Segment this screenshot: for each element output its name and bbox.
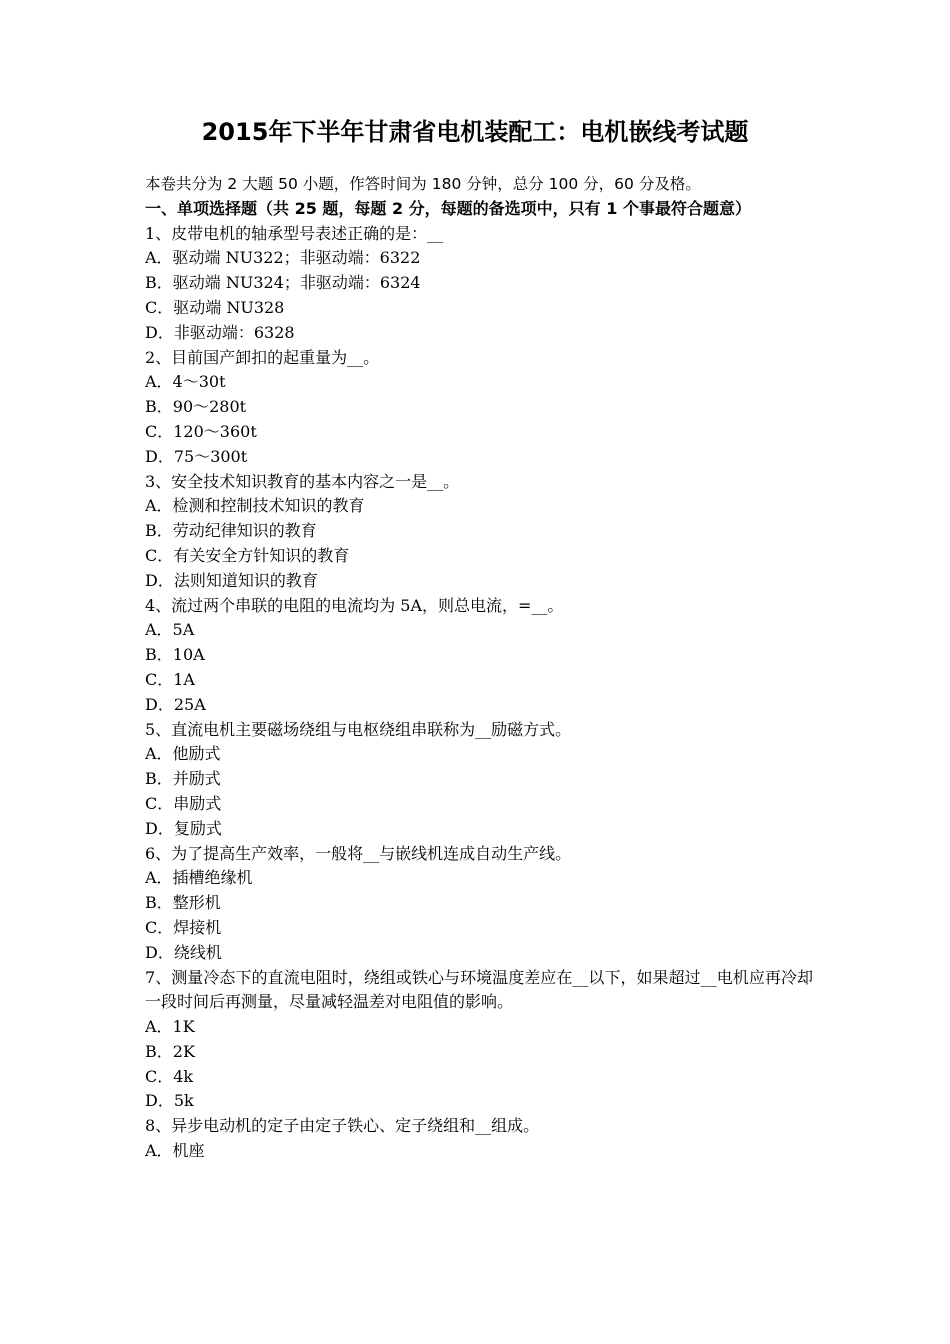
option-c: C．4k <box>145 1066 194 1086</box>
option-d: D．非驱动端：6328 <box>145 322 295 342</box>
option-b: B．90～280t <box>145 397 247 417</box>
question-6 <box>145 842 813 966</box>
option-a: A．他励式 <box>145 744 221 764</box>
option-c: C．120～360t <box>145 421 257 441</box>
option-b: B．2K <box>145 1041 195 1061</box>
section-heading: 一、单项选择题（共 25 题，每题 2 分，每题的备选项中，只有 1 个事最符合题意） <box>145 198 751 218</box>
option-a: A．检测和控制技术知识的教育 <box>145 496 365 516</box>
question-7 <box>145 966 813 1115</box>
document-body <box>145 172 813 1164</box>
option-d: D．法则知道知识的教育 <box>145 570 318 590</box>
option-d: D．绕线机 <box>145 942 222 962</box>
question-1 <box>145 222 813 346</box>
question-8 <box>145 1114 813 1164</box>
option-a: A．4～30t <box>145 372 226 392</box>
question-2 <box>145 346 813 470</box>
option-b: B．整形机 <box>145 893 221 913</box>
option-d: D．25A <box>145 694 206 714</box>
question-text: 3、安全技术知识教育的基本内容之一是__。 <box>145 471 460 491</box>
question-text: 8、异步电动机的定子由定子铁心、定子绕组和__组成。 <box>145 1116 540 1136</box>
option-b: B．驱动端 NU324；非驱动端：6324 <box>145 273 421 293</box>
question-text: 2、目前国产卸扣的起重量为__。 <box>145 347 380 367</box>
option-c: C．驱动端 NU328 <box>145 297 285 317</box>
option-a: A．驱动端 NU322；非驱动端：6322 <box>145 248 421 268</box>
question-text: 7、测量冷态下的直流电阻时，绕组或铁心与环境温度差应在__以下，如果超过__电机应再冷却一段时间后再测量，尽量减轻温差对电阻值的影响。 <box>145 967 813 1012</box>
option-c: C．串励式 <box>145 793 222 813</box>
question-4 <box>145 594 813 718</box>
question-3 <box>145 470 813 594</box>
document-title: 2015年下半年甘肃省电机装配工：电机嵌线考试题 <box>201 118 749 146</box>
question-text: 4、流过两个串联的电阻的电流均为 5A，则总电流，=__。 <box>145 595 564 615</box>
option-b: B．劳动纪律知识的教育 <box>145 521 317 541</box>
option-a: A．5A <box>145 620 195 640</box>
option-a: A．机座 <box>145 1141 205 1161</box>
option-d: D．75～300t <box>145 446 248 466</box>
option-c: C．1A <box>145 669 195 689</box>
option-d: D．5k <box>145 1091 194 1111</box>
exam-intro: 本卷共分为 2 大题 50 小题，作答时间为 180 分钟，总分 100 分，60 分及格。 <box>145 175 701 193</box>
option-c: C．有关安全方针知识的教育 <box>145 545 350 565</box>
question-text: 1、皮带电机的轴承型号表述正确的是：__ <box>145 223 444 243</box>
question-text: 5、直流电机主要磁场绕组与电枢绕组串联称为__励磁方式。 <box>145 719 572 739</box>
option-d: D．复励式 <box>145 818 222 838</box>
option-a: A．插槽绝缘机 <box>145 868 253 888</box>
option-b: B．10A <box>145 645 205 665</box>
question-text: 6、为了提高生产效率，一般将__与嵌线机连成自动生产线。 <box>145 843 572 863</box>
option-c: C．焊接机 <box>145 917 222 937</box>
option-b: B．并励式 <box>145 769 221 789</box>
option-a: A．1K <box>145 1017 195 1037</box>
question-5 <box>145 718 813 842</box>
